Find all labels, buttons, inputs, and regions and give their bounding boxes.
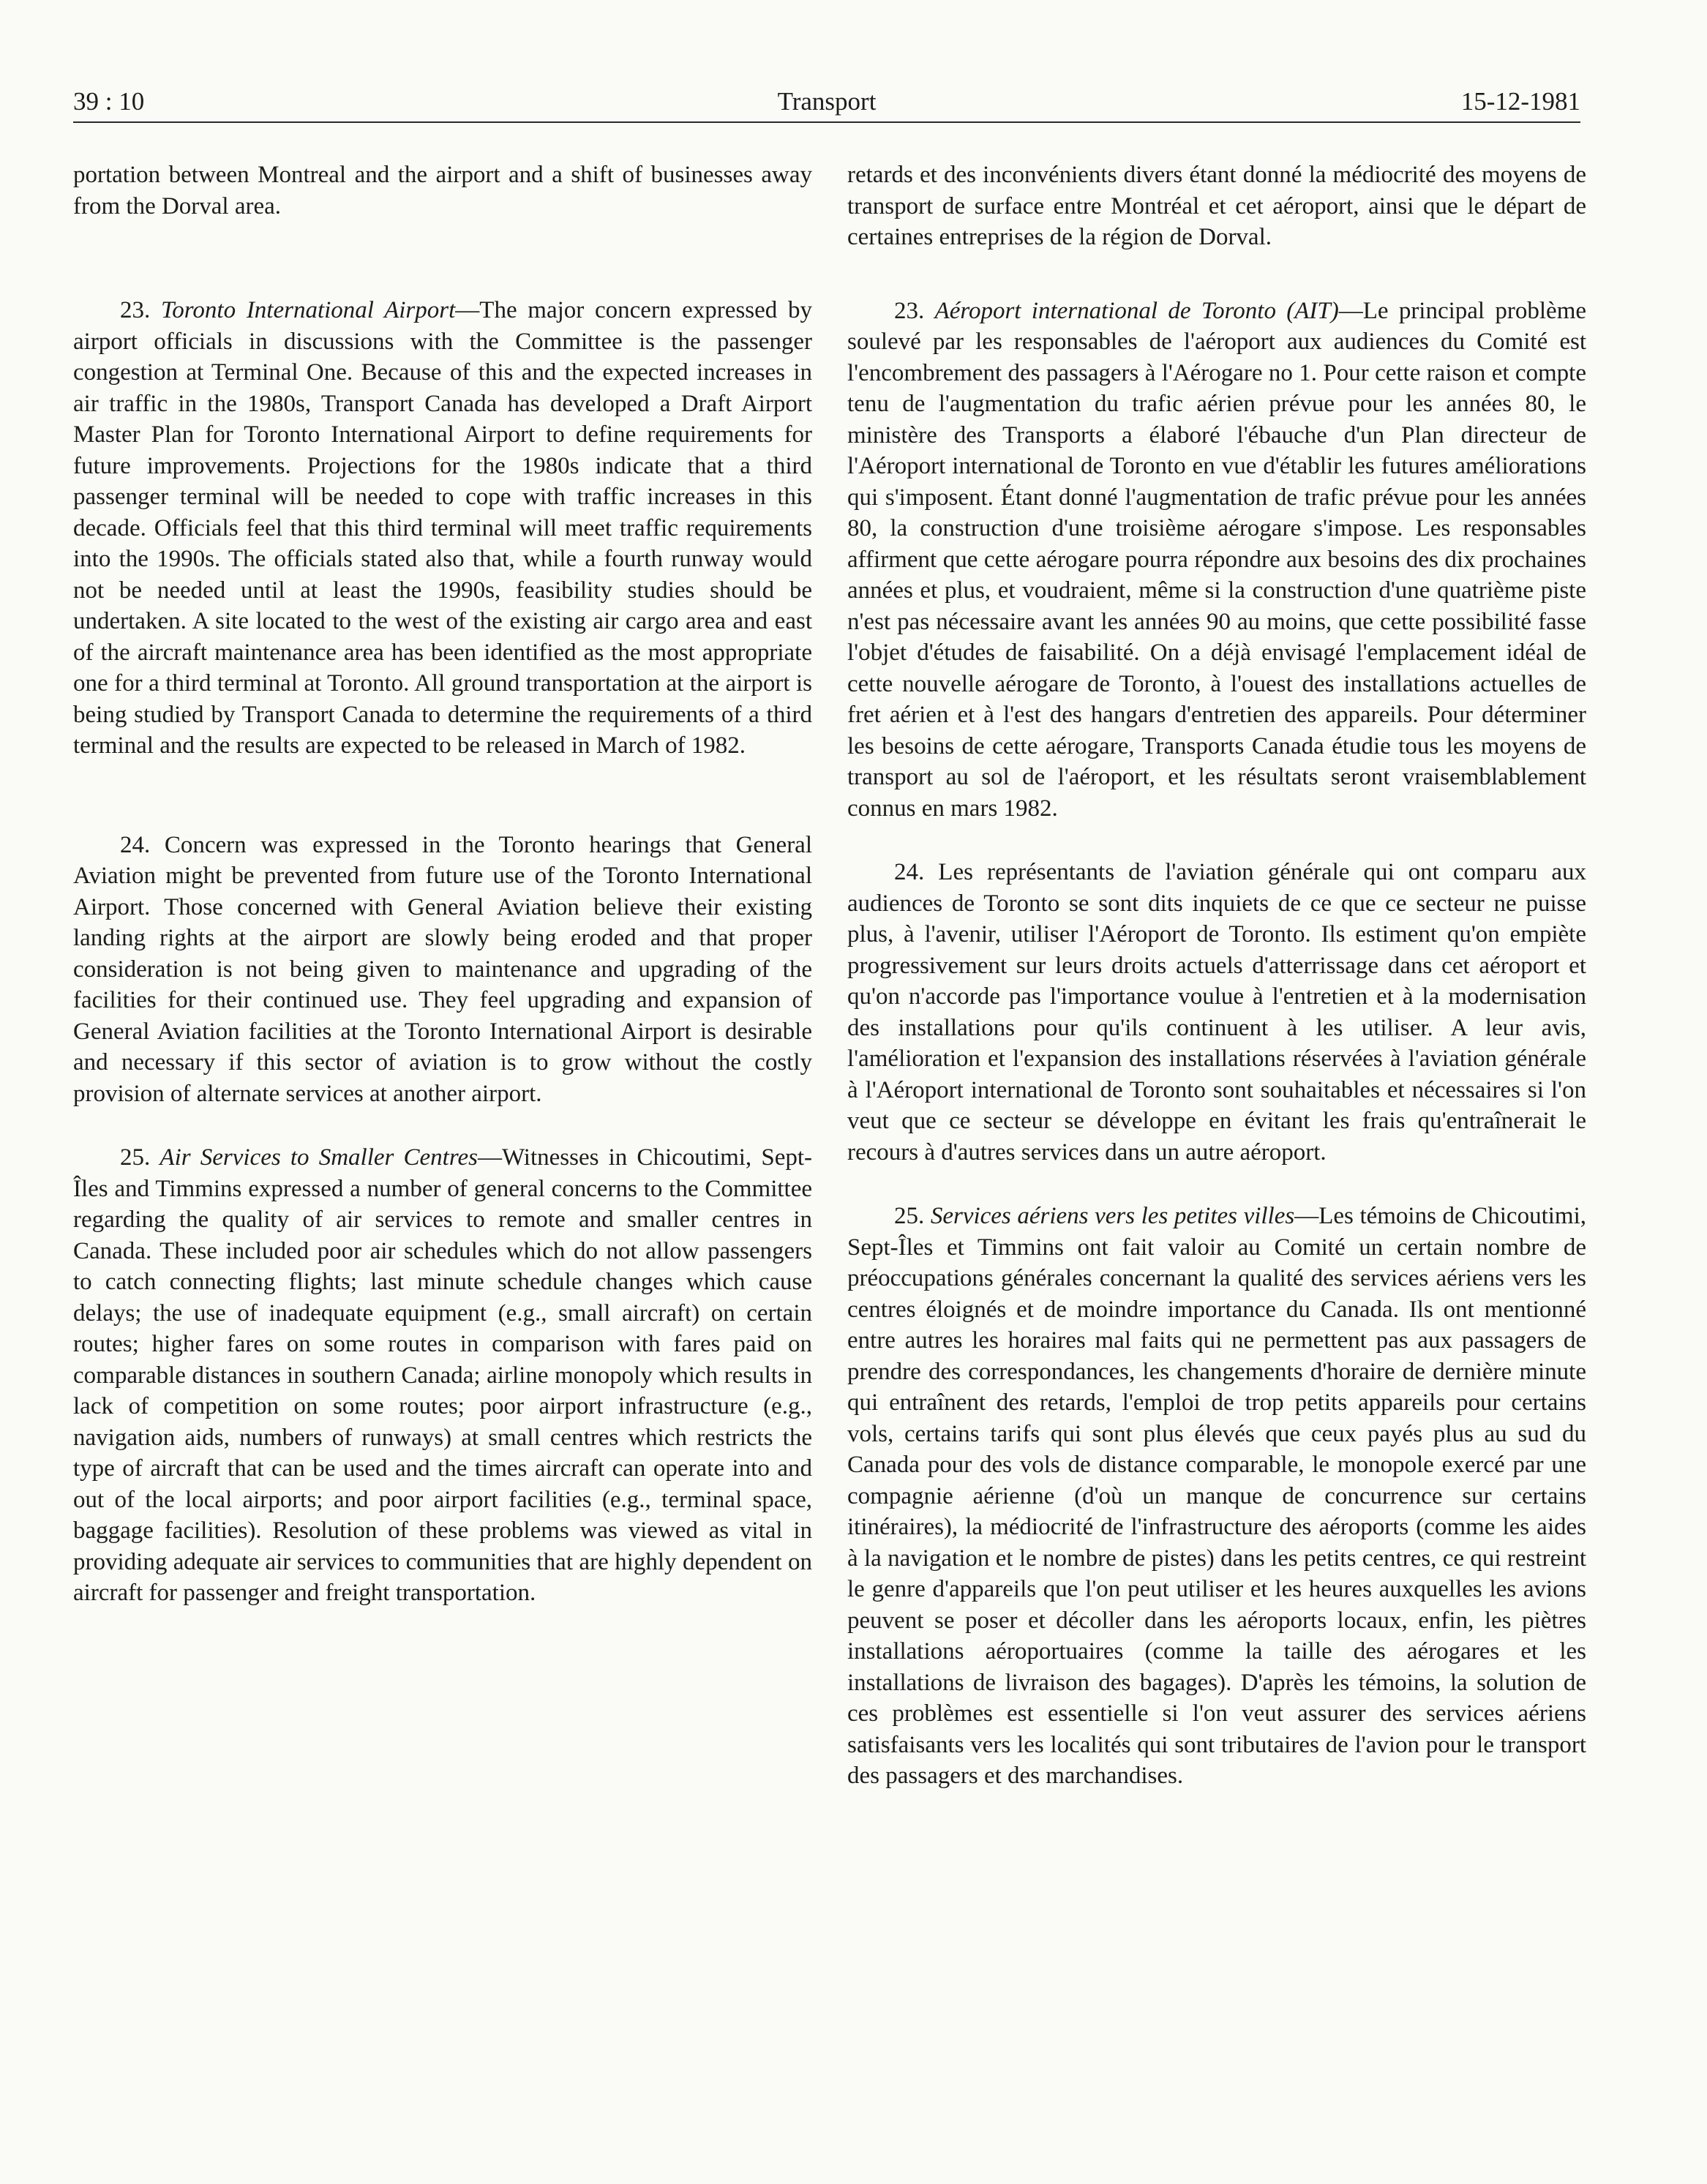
paragraph-heading: Air Services to Smaller Centres [160, 1144, 478, 1171]
paragraph-number: 25. [120, 1144, 151, 1171]
paragraph-25 [847, 1201, 1586, 1792]
running-header [73, 82, 1580, 123]
paragraph-continuation: retards et des inconvénients divers étant donné la médiocrité des moyens de transport de surface entre Montréal et cet aéroport, ainsi que le départ de certaines entreprises de la région de Dorval. [847, 162, 1586, 250]
paragraph-number: 24. [120, 831, 151, 858]
paragraph-body: —Le principal problème soulevé par les responsables de l'aéroport aux audiences du Comité est l'encombrement des passagers à l'Aérogare no 1. Pour cette raison et compte tenu de l'augmentation du trafic aérien prévue pour les années 80, le ministère des Transports a élaboré l'ébauche d'un Plan directeur de l'Aéroport international de Toronto en vue d'établir les futures améliorations qui s'imposent. Étant donné l'augmentation de trafic prévue pour les années 80, la construction d'une troisième aérogare s'impose. Les responsables affirment que cette aérogare pourra répondre aux besoins des dix prochaines années et plus, et voudraient, même si la construction d'une quatrième piste n'est pas nécessaire avant les années 90 au moins, que cette possibilité fasse l'objet d'études de faisabilité. On a déjà envisagé l'emplacement idéal de cette nouvelle aérogare de Toronto, à l'ouest des installations actuelles de fret aérien et à l'est des hangars d'entretien des appareils. Pour déterminer les besoins de cette aérogare, Transports Canada étudie tous les moyens de transport au sol de l'aéroport, et les résultats seront vraisemblablement connus en mars 1982. [847, 297, 1587, 822]
header-title: Transport [777, 87, 877, 116]
paragraph-number: 23. [120, 297, 151, 323]
paragraph-heading: Aéroport international de Toronto (AIT) [934, 297, 1339, 324]
paragraph-25 [73, 1142, 812, 1609]
paragraph-23 [847, 296, 1586, 825]
paragraph-24 [847, 857, 1586, 1168]
french-column [847, 160, 1586, 1823]
paragraph-body: —The major concern expressed by airport officials in discussions with the Committee is the passenger congestion at Terminal One. Because of this and the expected increases in air traffic in the 1980s, Transport Canada has developed a Draft Airport Master Plan for Toronto International Airport to define requirements for future improvements. Projections for the 1980s indicate that a third passenger terminal will be needed to cope with traffic increases in this decade. Officials feel that this third terminal will meet traffic requirements into the 1990s. The officials stated also that, while a fourth runway would not be needed until at least the 1990s, feasibility studies should be undertaken. A site located to the west of the existing air cargo area and east of the aircraft maintenance area has been identified as the most appropriate one for a third terminal at Toronto. All ground transportation at the airport is being studied by Transport Canada to determine the requirements of a third terminal and the results are expected to be released in March of 1982. [73, 297, 812, 759]
paragraph-continuation: portation between Montreal and the airport and a shift of businesses away from the Dorval area. [73, 162, 812, 219]
paragraph-24 [73, 830, 812, 1110]
paragraph-number: 24. [894, 859, 925, 885]
paragraph-body: —Les témoins de Chicoutimi, Sept-Îles et Timmins ont fait valoir au Comité un certain nombre de préoccupations générales concernant la qualité des services aériens vers les centres éloignés et de moindre importance du Canada. Ils ont mentionné entre autres les horaires mal faits qui ne permettent pas aux passagers de prendre des correspondances, les changements d'horaire de dernière minute qui entraînent des retards, l'emploi de trop petits appareils pour certains vols, certains tarifs qui sont plus élevés que ceux payés plus au sud du Canada pour des vols de distance comparable, le monopole exercé par une compagnie aérienne (d'où un manque de concurrence sur certains itinéraires), la médiocrité de l'infrastructure des aéroports (comme les aides à la navigation et le nombre de pistes) dans les petits centres, ce qui restreint le genre d'appareils que l'on peut utiliser et les heures auxquelles les avions peuvent se poser et décoller dans les aéroports locaux, enfin, les piètres installations aéroportuaires (comme la taille des aérogares et les installations de livraison des bagages). D'après les témoins, la solution de ces problèmes est essentielle si l'on veut assurer des services aériens satisfaisants vers les localités qui sont tributaires de l'avion pour le transport des passagers et des marchandises. [847, 1203, 1586, 1789]
paragraph-heading: Services aériens vers les petites villes [930, 1203, 1295, 1229]
paragraph-body: Concern was expressed in the Toronto hearings that General Aviation might be prevented from future use of the Toronto International Airport. Those concerned with General Aviation believe their existing landing rights at the airport are slowly being eroded and that proper consideration is not being given to maintenance and upgrading of the facilities for their continued use. They feel upgrading and expansion of General Aviation facilities at the Toronto International Airport is desirable and necessary if this sector of aviation is to grow without the costly provision of alternate services at another airport. [73, 831, 813, 1107]
page-number: 39 : 10 [73, 87, 145, 116]
paragraph-heading: Toronto International Airport [160, 297, 456, 323]
paragraph-23 [73, 295, 812, 762]
paragraph-number: 25. [894, 1203, 925, 1229]
paragraph-body: —Witnesses in Chicoutimi, Sept-Îles and Timmins expressed a number of general concerns to the Committee regarding the quality of air services to remote and smaller centres in Canada. These included poor air schedules which do not allow passengers to catch connecting flights; last minute schedule changes which cause delays; the use of inadequate equipment (e.g., small aircraft) on certain routes; higher fares on some routes in comparison with fares paid on comparable distances in southern Canada; airline monopoly which results in lack of competition on some routes; poor airport infrastructure (e.g., navigation aids, numbers of runways) at small centres which restricts the type of aircraft that can be used and the times aircraft can operate into and out of the local airports; and poor airport facilities (e.g., terminal space, baggage facilities). Resolution of these problems was viewed as vital in providing adequate air services to communities that are highly dependent on aircraft for passenger and freight transportation. [73, 1144, 813, 1606]
english-column [73, 160, 812, 1640]
paragraph-number: 23. [894, 297, 925, 324]
paragraph-body: Les représentants de l'aviation générale qui ont comparu aux audiences de Toronto se sont dits inquiets de ce que ce secteur ne puisse plus, à l'avenir, utiliser l'Aéroport de Toronto. Ils estiment qu'on empiète progressivement sur leurs droits actuels d'atterrissage dans cet aéroport et qu'on n'accorde pas l'importance voulue à l'entretien et à la modernisation des installations pour qu'ils continuent à les utiliser. A leur avis, l'amélioration et l'expansion des installations réservées à l'aviation générale à l'Aéroport international de Toronto sont souhaitables et nécessaires si l'on veut que ce secteur se développe en évitant les frais qu'entraînerait le recours à d'autres services dans un autre aéroport. [847, 859, 1586, 1166]
header-date: 15-12-1981 [1460, 87, 1580, 116]
